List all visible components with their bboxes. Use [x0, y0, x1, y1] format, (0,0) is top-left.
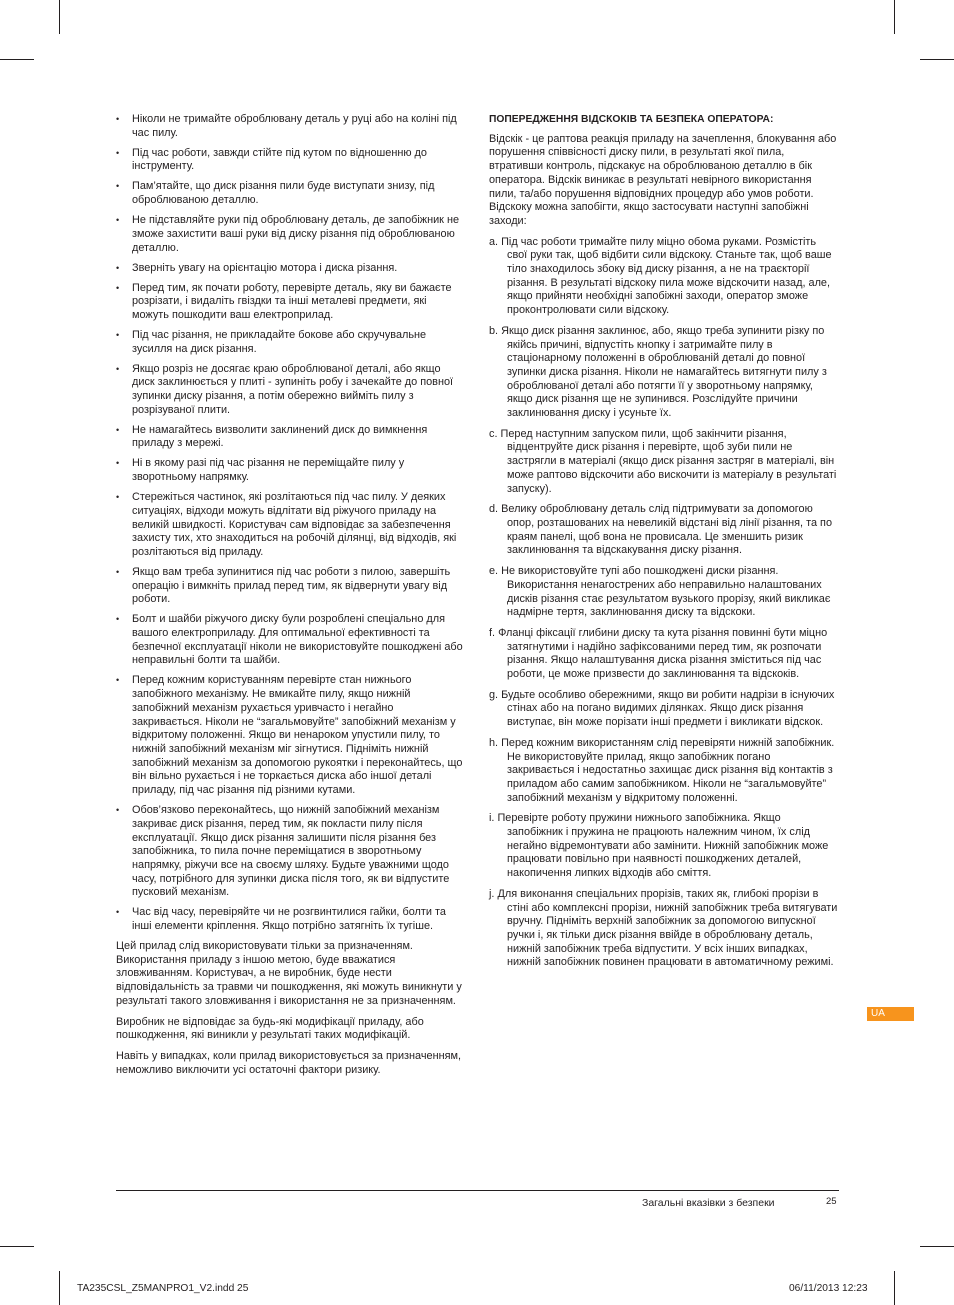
crop-mark	[0, 59, 34, 60]
crop-mark	[920, 1246, 954, 1247]
kickback-item: i. Перевірте роботу пружини нижнього запобіжника. Якщо запобіжник і пружина не працюють належним чином, їх слід негайно відремонтувати або замінити. Нижній запобіжник може працювати повільно при наявності пошкоджених деталей, накопичення липких відходів або сміття.	[489, 812, 829, 880]
page-number: 25	[826, 1196, 837, 1207]
kickback-item: g. Будьте особливо обережними, якщо ви робити надрізи в існуючих стінах або на погано видимих ділянках. Якщо диск різання виступає, він може порізати інші предмети і викликати відскок.	[489, 688, 835, 729]
kickback-item: h. Перед кожним використанням слід перевіряти нижній запобіжник. Не використовуйте прилад, якщо запобіжник погано закривається і недостатньо захищає диск різання від контактів з приладом або самим запобіжником. Ніколи не “загальмовуйте” запобіжний механізм у відкритому положенні.	[489, 736, 835, 804]
bullet-item: • Якщо розріз не досягає краю оброблюваної деталі, або якщо диск заклинюється у плиті - зупиніть робу і зачекайте до повної зупинки диску різання, а потім обережно вийміть пилу з розрізуваної плити.	[116, 363, 466, 418]
crop-mark	[894, 0, 895, 34]
bullet-item: • Час від часу, перевіряйте чи не розгвинтилися гайки, болти та інші елементи кріплення. Якщо потрібно затягніть їх тугіше.	[116, 906, 466, 933]
crop-mark	[59, 0, 60, 34]
safety-bullet-list	[116, 113, 466, 934]
footer-section-title: Загальні вказівки з безпеки	[642, 1197, 775, 1209]
kickback-item: d. Велику оброблювану деталь слід підтримувати за допомогою опор, розташованих на невеликій відстані від лінії різання, та по краям панелі, щоб вона не провисала. Це зменшить ризик заклинювання та відскакування диску різання.	[489, 503, 833, 557]
print-slug-datetime: 06/11/2013 12:23	[789, 1283, 868, 1294]
kickback-intro: Відскік - це раптова реакція приладу на зачеплення, блокування або порушення співвісності диску пили, в результаті якої пила, втративши контроль, підскакує на оброблюваною деталлю в бік оператора. Відскік виникає в результаті невірного використання пили, та/або порушення відповідних процедур або умов роботи. Відскоку можна запобігти, якщо застосувати наступні запобіжні заходи:	[489, 132, 837, 227]
kickback-list	[489, 236, 839, 970]
modifications-paragraph: Виробник не відповідає за будь-які модифікації приладу, або пошкодження, які виникли у результаті таких модифікацій.	[116, 1015, 424, 1042]
bullet-item: • Не намагайтесь визволити заклинений диск до вимкнення приладу з мережі.	[116, 424, 466, 451]
kickback-item: b. Якщо диск різання заклинює, або, якщо треба зупинити різку по якійсь причині, відпустіть кнопку і затримайте пилу в стаціонарному положенні в оброблюваній деталі до повної зупинки диска різання. Ніколи не намагайтесь витягнути пилу з оброблюваної деталі або потягти її у зворотньому напрямку, якщо диск різання ще не зупинився. Розслідуйте причини заклинювання диску і усуньте їх.	[489, 324, 827, 420]
left-column	[116, 113, 466, 1084]
bullet-item: • Обов’язково переконайтесь, що нижній запобіжний механізм закриває диск різання, перед тим, як покласти пилу після експлуатації. Якщо диск різання залишити після різання без запобіжника, то пила почне переміщатися в зворотньому напрямку, ріжучи все на своєму шляху. Будьте уважними щодо часу, потрібного для зупинки диска після того, як ви відпустите пусковий механізм.	[116, 804, 466, 900]
bullet-item: • Перед тим, як почати роботу, перевірте деталь, яку ви бажаєте розрізати, і видаліть гвіздки та інші металеві предмети, які можуть пошкодити ваш електроприлад.	[116, 282, 466, 323]
bullet-item: • Під час різання, не прикладайте бокове або скручувальне зусилля на диск різання.	[116, 329, 466, 356]
footer-divider	[116, 1190, 839, 1191]
crop-mark	[0, 1246, 34, 1247]
bullet-item: • Перед кожним користуванням перевірте стан нижнього запобіжного механізму. Не вмикайте пилу, якщо нижній запобіжний механізм рухається уривчасто і негайно закривається. Ніколи не “загальмовуйте” запобіжний механізм у відкритому положенні. Якщо ви ненароком упустили пилу, то нижній запобіжний механізм міг зігнутися. Підніміть нижній запобіжний механізм за допомогою рукоятки і переконайтесь, що він вільно рухається і не торкається диска або іншої деталі приладу, під час різання під різними кутами.	[116, 674, 466, 797]
kickback-item: e. Не використовуйте тупі або пошкоджені диски різання. Використання ненагострених або неправильно налаштованих дисків різання стає результатом вузького прорізу, який викликає надмірне тертя, заклинювання диску та відскоки.	[489, 565, 831, 619]
bullet-item: • Якщо вам треба зупинитися під час роботи з пилою, завершіть операцію і вимкніть прилад перед тим, як відвернути увагу від роботи.	[116, 566, 466, 607]
bullet-item: • Пам’ятайте, що диск різання пили буде виступати знизу, під оброблюваною деталлю.	[116, 180, 466, 207]
print-slug-file: TA235CSL_Z5MANPRO1_V2.indd 25	[77, 1283, 249, 1294]
crop-mark	[59, 1271, 60, 1305]
intended-use-paragraph: Цей прилад слід використовувати тільки за призначенням. Використання приладу з іншою метою, буде вважатися зловживанням. Користувач, а не виробник, буде нести відповідальність за травми чи пошкодження, які можуть виникнути у результаті такого зловживання і використання не за призначенням.	[116, 940, 462, 1007]
kickback-item: j. Для виконання спеціальних прорізів, таких як, глибокі прорізи в стіні або комплексні прорізи, нижній запобіжник треба витягувати вручну. Підніміть верхній запобіжник за допомогою випускної ручки і, як тільки диск різання ввійде в оброблювану деталь, нижній запобіжник треба відпустити. У всіх інших випадках, нижній запобіжник повинен працювати в автоматичному режимі.	[489, 887, 838, 969]
kickback-item: a. Під час роботи тримайте пилу міцно обома руками. Розмістіть свої руки так, щоб відбити сили відскоку. Станьте так, щоб ваше тіло знаходилось збоку від диску різання, а не на траєкторії різання. В результаті відскоку пила може відскочити назад, але, якщо прийняти необхідні запобіжні заходи, оператор зможе проконтролювати сили відскоку.	[489, 235, 832, 317]
bullet-item: • Стережіться частинок, які розлітаються під час пилу. У деяких ситуаціях, відходи можуть відлітати від ріжучого приладу на великій швидкості. Користувач сам відповідає за забезпечення захисту тих, хто знаходиться на робочій ділянці, від відходів, які розлітаються від приладу.	[116, 491, 466, 560]
crop-mark	[894, 1271, 895, 1305]
right-column	[489, 113, 839, 977]
bullet-item: • Ніколи не тримайте оброблювану деталь у руці або на коліні під час пилу.	[116, 113, 466, 140]
language-tab: UA	[867, 1007, 914, 1021]
bullet-item: • Болт и шайби ріжучого диску були розроблені спеціально для вашого електроприладу. Для оптимальної ефективності та безпечної експлуатації ніколи не використовуйте пошкоджені або неправильні болти та шайби.	[116, 613, 466, 668]
section-heading: ПОПЕРЕДЖЕННЯ ВІДСКОКІВ ТА БЕЗПЕКА ОПЕРАТОРА:	[489, 114, 774, 125]
crop-mark	[920, 59, 954, 60]
kickback-item: f. Фланці фіксації глибини диску та кута різання повинні бути міцно затягнутими і надійно зафіксованими перед тим, як розпочати різання. Якщо налаштування диска різання зміститься під час роботи, це може призвести до заклинювання та відскоків.	[489, 626, 828, 681]
bullet-item: • Не підставляйте руки під оброблювану деталь, де запобіжник не зможе захистити ваші руки від диску різання під оброблюваною деталлю.	[116, 214, 466, 255]
bullet-item: • Під час роботи, завжди стійте під кутом по відношенню до інструменту.	[116, 147, 466, 174]
residual-risk-paragraph: Навіть у випадках, коли прилад використовується за призначенням, неможливо виключити усі остаточні фактори ризику.	[116, 1049, 462, 1076]
bullet-item: • Зверніть увагу на орієнтацію мотора і диска різання.	[116, 262, 466, 276]
kickback-item: c. Перед наступним запуском пили, щоб закінчити різання, відцентруйте диск різання і перевірте, щоб зуби пили не застрягли в матеріалі (якщо диск різання застряг в матеріалі, він може раптово відскочити або вискочити із матеріалу в результаті запуску).	[489, 427, 837, 495]
bullet-item: • Ні в якому разі під час різання не переміщайте пилу у зворотньому напрямку.	[116, 457, 466, 484]
